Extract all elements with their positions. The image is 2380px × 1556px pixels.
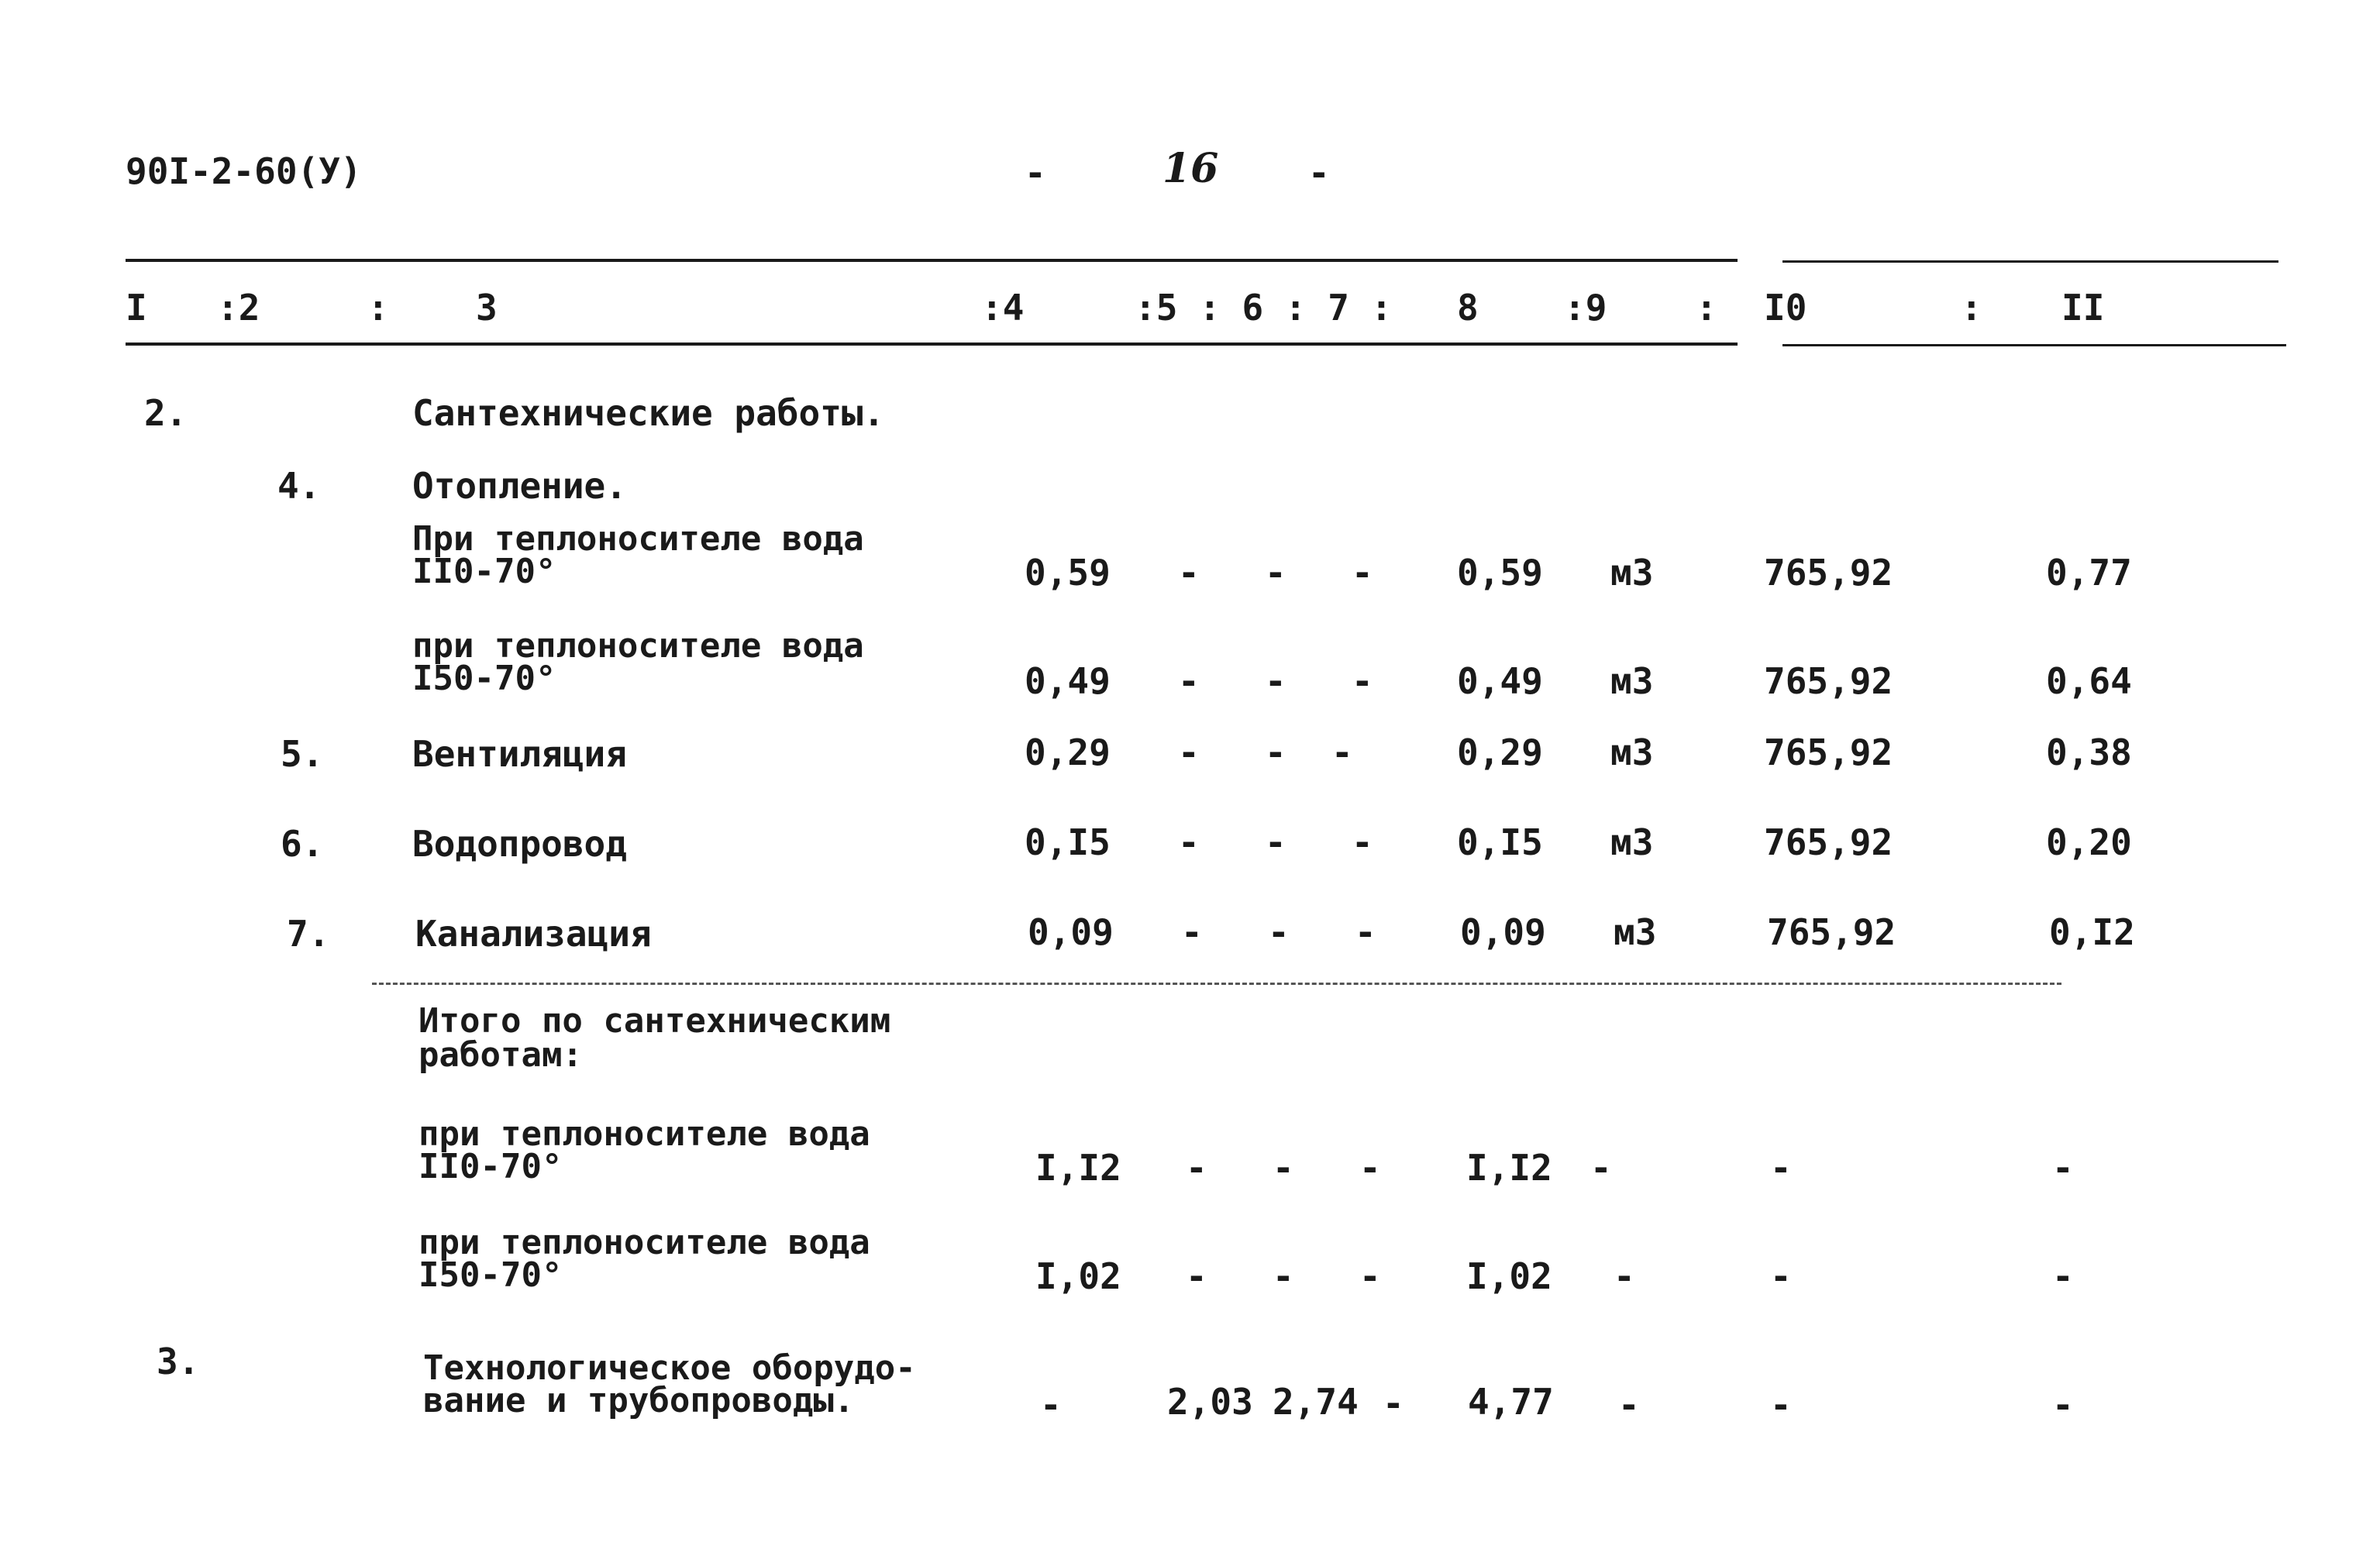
row-name-line-2: I50-70°	[418, 1255, 563, 1295]
cell-col-8: 0,59	[1457, 552, 1543, 594]
row-name-line-1: При теплоносителе вода	[412, 519, 864, 559]
cell-col-4: 0,09	[1028, 911, 1114, 953]
cell-col-8: 0,I5	[1457, 821, 1543, 863]
cell-col-6: -	[1265, 821, 1286, 863]
cell-col-10: -	[1770, 1255, 1792, 1297]
header-rule-bottom-right	[1782, 344, 2286, 346]
cell-col-5: -	[1186, 1255, 1207, 1297]
cell-col-10: 765,92	[1764, 552, 1893, 594]
cell-col-8: 4,77	[1468, 1381, 1554, 1423]
column-separator: :	[1696, 287, 1717, 329]
cell-col-7: -	[1359, 1147, 1381, 1189]
row-subnumber: 6.	[281, 823, 324, 865]
cell-col-4: I,02	[1035, 1255, 1121, 1297]
cell-col-6: -	[1265, 732, 1286, 773]
cell-col-8: I,I2	[1466, 1147, 1552, 1189]
cell-col-5: -	[1178, 552, 1200, 594]
cell-col-9: -	[1614, 1255, 1635, 1297]
cell-col-10: 765,92	[1764, 660, 1893, 702]
row-name-line-2: I50-70°	[412, 659, 556, 698]
column-header-10: I0	[1764, 287, 1807, 329]
header-rule-bottom-left	[126, 343, 1738, 346]
cell-col-4: -	[1040, 1384, 1062, 1426]
page-dash-right: -	[1308, 152, 1330, 194]
row-number: 2.	[144, 392, 188, 434]
cell-col-6: -	[1273, 1147, 1294, 1189]
cell-col-9: -	[1618, 1384, 1640, 1426]
column-separator: :	[367, 287, 389, 329]
cell-col-10: 765,92	[1767, 911, 1896, 953]
row-subnumber: 7.	[287, 913, 330, 955]
cell-col-6: -	[1268, 911, 1290, 953]
cell-col-7: -	[1352, 660, 1373, 702]
cell-col-4: 0,49	[1025, 660, 1111, 702]
cell-col-6: -	[1265, 660, 1286, 702]
page-dash-left: -	[1025, 152, 1046, 194]
column-header-3: 3	[476, 287, 498, 329]
cell-col-8: I,02	[1466, 1255, 1552, 1297]
row-name-line-1: при теплоносителе вода	[412, 626, 864, 666]
cell-col-9: м3	[1610, 552, 1654, 594]
row-name-line-1: при теплоносителе вода	[418, 1114, 870, 1154]
cell-col-5: -	[1178, 821, 1200, 863]
cell-col-7: -	[1383, 1382, 1404, 1424]
cell-col-11: -	[2052, 1384, 2074, 1426]
row-name-line-2: вание и трубопроводы.	[423, 1381, 855, 1420]
cell-col-4: 0,59	[1025, 552, 1111, 594]
row-number: 3.	[157, 1341, 200, 1382]
cell-col-5: 2,03	[1167, 1381, 1253, 1423]
cell-col-9: м3	[1610, 821, 1654, 863]
column-header-9: :9	[1564, 287, 1607, 329]
cell-col-8: 0,09	[1460, 911, 1546, 953]
column-header-2: :2	[217, 287, 260, 329]
cell-col-6: -	[1265, 552, 1286, 594]
cell-col-9: м3	[1614, 911, 1657, 953]
row-name: Канализация	[415, 913, 652, 955]
cell-col-9: м3	[1610, 660, 1654, 702]
cell-col-11: 0,77	[2046, 552, 2132, 594]
row-name-line-2: работам:	[418, 1035, 583, 1075]
cell-col-6: 2,74	[1273, 1381, 1359, 1423]
cell-col-10: 765,92	[1764, 821, 1893, 863]
column-header-5-7: :5 : 6 : 7 :	[1135, 287, 1393, 329]
cell-col-4: 0,I5	[1025, 821, 1111, 863]
cell-col-11: 0,I2	[2049, 911, 2135, 953]
cell-col-4: I,I2	[1035, 1147, 1121, 1189]
document-code: 90I-2-60(У)	[126, 150, 362, 192]
cell-col-5: -	[1178, 660, 1200, 702]
cell-col-10: -	[1770, 1384, 1792, 1426]
row-name: Сантехнические работы.	[412, 392, 885, 434]
cell-col-10: -	[1770, 1147, 1792, 1189]
cell-col-5: -	[1181, 911, 1203, 953]
cell-col-5: -	[1186, 1147, 1207, 1189]
row-name-line-1: при теплоносителе вода	[418, 1223, 870, 1262]
cell-col-11: -	[2052, 1255, 2074, 1297]
cell-col-7: -	[1352, 552, 1373, 594]
row-name-line-2: II0-70°	[418, 1147, 563, 1186]
row-name: Отопление.	[412, 465, 627, 507]
row-subnumber: 5.	[281, 733, 324, 775]
cell-col-5: -	[1178, 732, 1200, 773]
cell-col-7: -	[1359, 1255, 1381, 1297]
column-header-1: I	[126, 287, 147, 329]
subtotal-separator	[372, 983, 2061, 985]
column-header-8: 8	[1457, 287, 1479, 329]
cell-col-11: 0,20	[2046, 821, 2132, 863]
cell-col-7: -	[1331, 732, 1353, 773]
row-name-line-1: Итого по сантехническим	[418, 1001, 891, 1041]
cell-col-11: 0,64	[2046, 660, 2132, 702]
row-name-line-1: Технологическое оборудо-	[423, 1348, 916, 1388]
page-number: 16	[1162, 145, 1219, 192]
header-rule-top-right	[1782, 260, 2278, 263]
cell-col-7: -	[1355, 911, 1376, 953]
header-rule-top-left	[126, 259, 1738, 262]
cell-col-9: м3	[1610, 732, 1654, 773]
column-header-11: II	[2061, 287, 2105, 329]
cell-col-8: 0,49	[1457, 660, 1543, 702]
row-name-line-2: II0-70°	[412, 552, 556, 591]
row-name: Вентиляция	[412, 733, 627, 775]
cell-col-8: 0,29	[1457, 732, 1543, 773]
cell-col-4: 0,29	[1025, 732, 1111, 773]
column-separator: :	[1961, 287, 1982, 329]
cell-col-11: 0,38	[2046, 732, 2132, 773]
cell-col-7: -	[1352, 821, 1373, 863]
cell-col-11: -	[2052, 1147, 2074, 1189]
row-subnumber: 4.	[277, 465, 321, 507]
cell-col-6: -	[1273, 1255, 1294, 1297]
column-header-4: :4	[981, 287, 1025, 329]
cell-col-9: -	[1590, 1147, 1612, 1189]
cell-col-10: 765,92	[1764, 732, 1893, 773]
row-name: Водопровод	[412, 823, 627, 865]
